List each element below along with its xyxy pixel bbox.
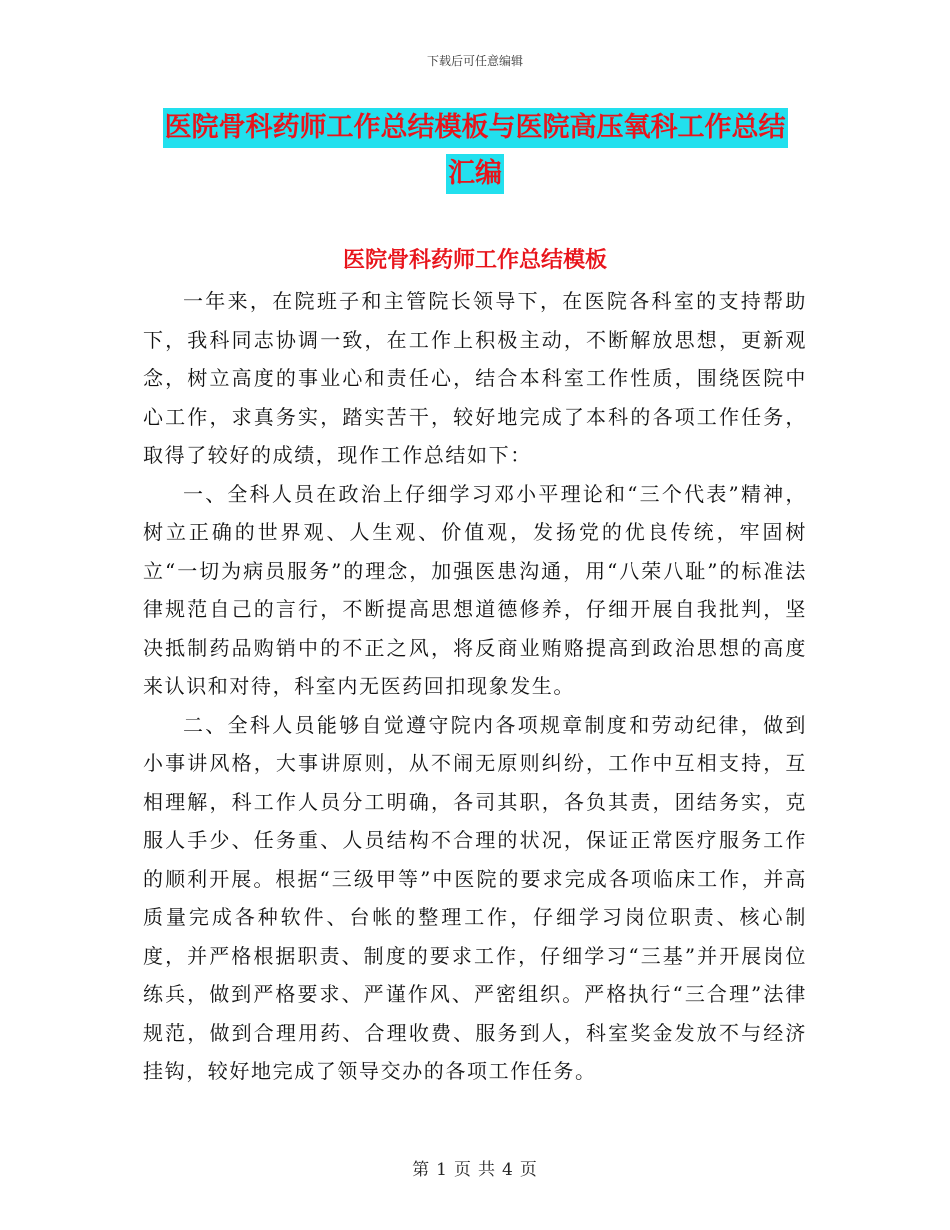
header-note: 下载后可任意编辑 <box>426 54 523 68</box>
footer-label-page: 第 <box>412 1160 431 1180</box>
footer-label-total: 共 <box>478 1160 496 1180</box>
footer-label-unit: 页 <box>454 1160 472 1180</box>
document-body <box>143 282 807 1091</box>
footer-total-pages: 4 <box>502 1160 514 1180</box>
paragraph-intro: 一年来，在院班子和主管院长领导下，在医院各科室的支持帮助下，我科同志协调一致，在工作上积极主动，不断解放思想，更新观念，树立高度的事业心和责任心，结合本科室工作性质，围绕医院中心工作，求真务实，踏实苦干，较好地完成了本科的各项工作任务，取得了较好的成绩，现作工作总结如下： <box>143 289 807 467</box>
section-title: 医院骨科药师工作总结模板 <box>342 247 607 273</box>
document-title <box>150 108 800 194</box>
footer-label-unit-2: 页 <box>519 1160 538 1180</box>
footer-current-page: 1 <box>436 1160 448 1180</box>
paragraph-point-2: 二、全科人员能够自觉遵守院内各项规章制度和劳动纪律，做到小事讲风格，大事讲原则，从不闹无原则纠纷，工作中互相支持，互相理解，科工作人员分工明确，各司其职，各负其责，团结务实，克服人手少、任务重、人员结构不合理的状况，保证正常医疗服务工作的顺利开展。根据“三级甲等”中医院的要求完成各项临床工作，并高质量完成各种软件、台帐的整理工作，仔细学习岗位职责、核心制度，并严格根据职责、制度的要求工作，仔细学习“三基”并开展岗位练兵，做到严格要求、严谨作风、严密组织。严格执行“三合理”法律规范，做到合理用药、合理收费、服务到人，科室奖金发放不与经济挂钩，较好地完成了领导交办的各项工作任务。 <box>143 712 807 1083</box>
paragraph-point-1: 一、全科人员在政治上仔细学习邓小平理论和“三个代表”精神，树立正确的世界观、人生观、价值观，发扬党的优良传统，牢固树立“一切为病员服务”的理念，加强医患沟通，用“八荣八耻”的标准法律规范自己的言行，不断提高思想道德修养，仔细开展自我批判，坚决抵制药品购销中的不正之风，将反商业贿赂提高到政治思想的高度来认识和对待，科室内无医药回扣现象发生。 <box>143 481 807 698</box>
page-footer <box>0 1155 950 1180</box>
document-title-line-2: 汇编 <box>446 154 504 194</box>
document-title-line-1: 医院骨科药师工作总结模板与医院高压氧科工作总结 <box>163 108 788 148</box>
